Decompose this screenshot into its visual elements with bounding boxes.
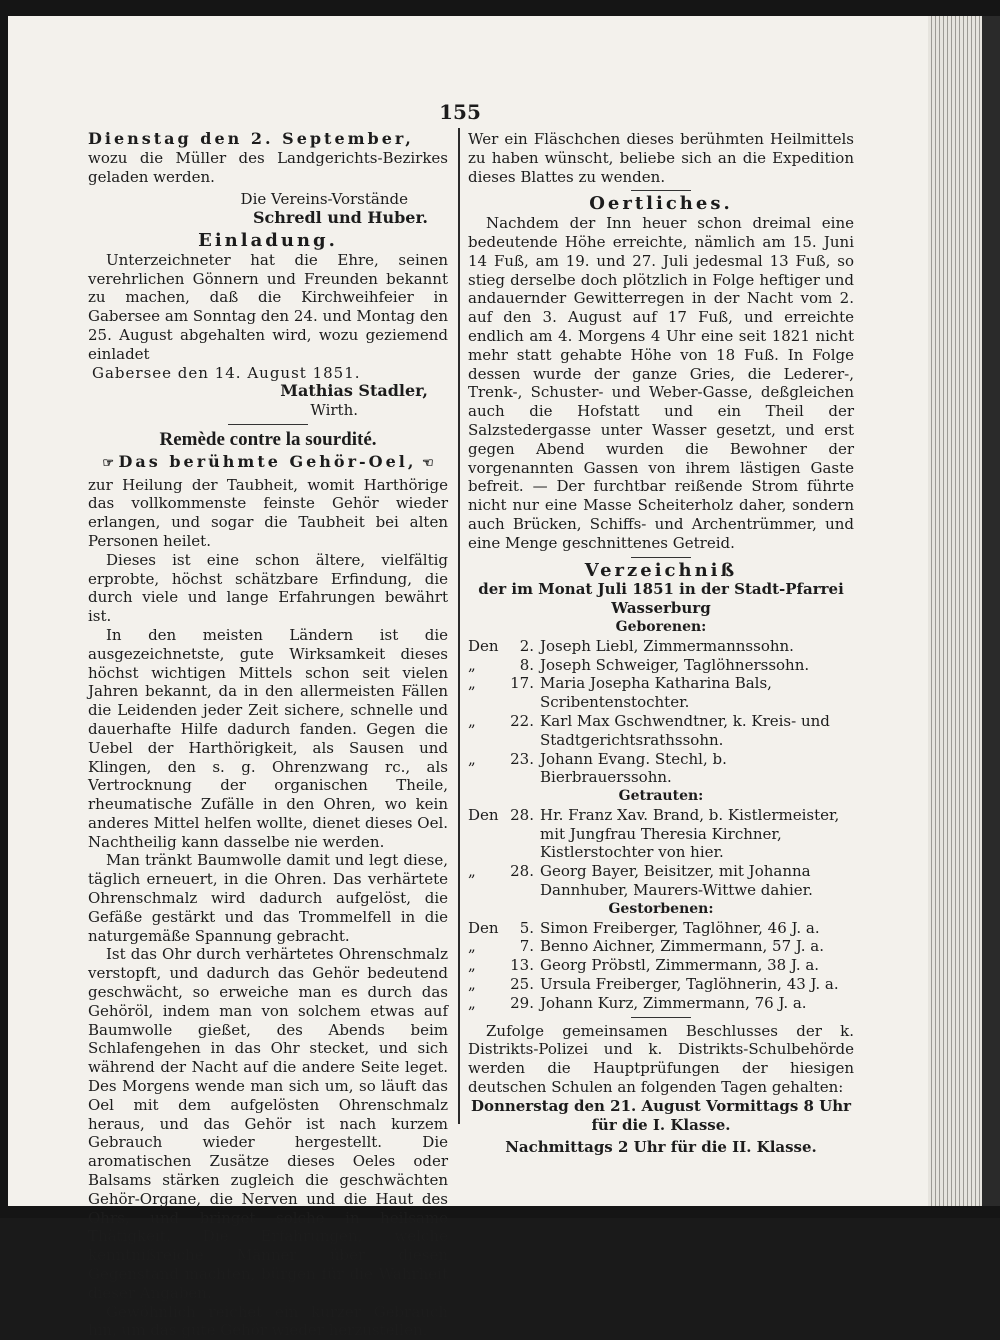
list-item: „ 17. Maria Josepha Katharina Bals, Scribentenstochter. [468,674,772,712]
invitation-body: Unterzeichneter hat die Ehre, seinen verehrlichen Gönnern und Freunden bekannt zu machen, daß die Kirchweihfeier in Gabersee am Sonntag den 24. und Montag den 25. August abgehalten wird, wozu geziemend einladet [88,250,448,363]
section-rule [228,424,308,425]
remedy-continuation: Wer ein Fläschchen dieses berühmten Heilmittels zu haben wünscht, beliebe sich an die Expedition dieses Blattes zu wenden. [468,130,854,186]
remedy-heading-text: Das berühmte Gehör-Oel, [118,451,417,471]
invitation-signer-role: Wirth. [310,401,358,420]
page-edges [928,16,982,1206]
remedy-french-title: Remède contre la sourdité. [159,428,377,450]
section-rule [631,557,691,558]
exams-body: Zufolge gemeinsamen Beschlusses der k. Distrikts-Polizei und k. Distrikts-Schulbehörde werden die Hauptprüfungen der hiesigen deutschen Schulen an folgenden Tagen gehalten: [468,1021,854,1097]
list-item: Den 2. Joseph Liebl, Zimmermannssohn. [468,636,794,655]
register-subheading: der im Monat Juli 1851 in der Stadt-Pfarrei [478,580,844,599]
list-item: Den 5. Simon Freiberger, Taglöhner, 46 J. a. [468,918,820,937]
remedy-paragraph-2: In den meisten Ländern ist die ausgezeichnetste, gute Wirksamkeit dieses höchst wichtigen Mittels schon seit vielen Jahren bekannt, da in den allermeisten Fällen die Leidenden jeder Zeit sichere, schnelle und dauerhafte Hilfe dadurch fanden. Gegen die Uebel der Harthörigkeit, als Sausen und Klingen, den s. g. Ohrenzwang rc., als Vertrocknung der organischen Theile, rheumatische Zufälle in den Ohren, wo kein anderes Mittel helfen wollte, dienet dieses Oel. Nachtheilig kann dasselbe nie werden. [88,625,449,851]
remedy-paragraph-1: Dieses ist eine schon ältere, vielfältig erprobte, höchst schätzbare Erfindung, die durch viele und lange Erfahrungen bewährt ist. [88,550,448,626]
pointing-hand-icon: ☜ [422,455,434,471]
list-item: „ 22. Karl Max Gschwendtner, k. Kreis- und Stadtgerichtsrathssohn. [468,711,830,749]
list-item: „ 8. Joseph Schweiger, Taglöhnerssohn. [468,655,810,674]
pointing-hand-icon: ☞ [102,455,119,471]
register-place: Wasserburg [611,599,711,618]
column-divider [458,128,460,1124]
remedy-intro: zur Heilung der Taubheit, womit Harthörige das vollkommenste feinste Gehör wieder erlangen, und sogar die Taubheit bei alten Personen heilet. [88,475,448,550]
remedy-paragraph-4: Ist das Ohr durch verhärtetes Ohrenschmalz verstopft, und dadurch das Gehör bedeutend geschwächt, so erweiche man es durch das Gehöröl, indem man von solchem etwas auf Baumwolle gießet, des Abends beim Schlafengehen in das Ohr stecket, und sich während der Nacht auf die andere Seite leget. Des Morgens wende man sich um, so läuft das Oel mit dem aufgelösten Ohrenschmalz heraus, und das Gehör ist nach kurzem Gebrauch wieder hergestellt. Die aromatischen Zusätze dieses Oeles oder Balsams stärken zugleich die geschwächten Gehör-Organe, die Nerven und die Haut des Ohrs, und bringet solche in heilsame Thätigkeit. Die Erfahrungen, welche kenntnißreiche Männer über diesen Gegenstand machten, bürgen für die Wahrheit dieser Angaben. [88,945,448,1302]
remedy-heading [88,453,448,474]
local-news-heading: Oertliches. [589,193,733,215]
born-title: Geborenen: [615,618,707,635]
binding-shadow [982,16,1000,1206]
born-list [468,637,854,787]
invitation-heading: Einladung. [198,229,338,251]
notice-signature-line1: Die Vereins-Vorstände [240,190,408,209]
list-item: „ 25. Ursula Freiberger, Taglöhnerin, 43 J. a. [468,975,839,994]
exams-line-2: für die I. Klasse. [591,1115,731,1134]
section-rule [631,190,691,191]
married-title: Getrauten: [618,788,704,805]
list-item: „ 28. Georg Bayer, Beisitzer, mit Johanna Dannhuber, Maurers-Wittwe dahier. [468,862,813,900]
section-rule [631,1017,691,1018]
exams-line-1: Donnerstag den 21. August Vormittags 8 Uhr [470,1096,852,1115]
list-item: „ 29. Johann Kurz, Zimmermann, 76 J. a. [468,993,807,1012]
list-item: Den 28. Hr. Franz Xav. Brand, b. Kistlermeister, mit Jungfrau Theresia Kirchner, Kistlerstochter von hier. [468,805,840,862]
list-item: „ 7. Benno Aichner, Zimmermann, 57 J. a. [468,937,824,956]
list-item: „ 23. Johann Evang. Stechl, b. Bierbrauerssohn. [468,749,727,787]
local-news-body: Nachdem der Inn heuer schon dreimal eine bedeutende Höhe erreichte, nämlich am 15. Juni 14 Fuß, am 19. und 27. Juli jedesmal 13 Fuß, so stieg derselbe doch plötzlich in Folge heftiger und andauernder Gewitterregen in der Nacht vom 2. auf den 3. August auf 17 Fuß, und erreichte endlich am 4. Morgens 4 Uhr eine seit 1821 nicht mehr statt gehabte Höhe von 18 Fuß. In Folge dessen wurde der ganze Gries, die Lederer-, Trenk-, Schuster- und Weber-Gasse, deßgleichen auch die Hofstatt und ein Theil der Salzstedergasse unter Wasser gesetzt, und erst gegen Abend wurden die Bewohner der vorgenannten Gassen von ihrem lästigen Gaste befreit. — Der furchtbar reißende Strom führte nicht nur eine Masse Scheiterholz daher, sondern auch Brücken, Schiffs- und Archentrümmer, und eine Menge geschnittenes Getreid. [468,214,854,552]
died-list [468,919,854,1013]
register-heading: Verzeichniß [584,559,738,581]
list-item: „ 13. Georg Pröbstl, Zimmermann, 38 J. a. [468,956,820,975]
left-column [88,130,448,1340]
remedy-paragraph-5: Gewöhnlich reichet ein kurzer Gebrauch hin, um das gute Gehör wieder herzustellen. [88,1302,448,1340]
exams-line-3: Nachmittags 2 Uhr für die II. Klasse. [505,1138,817,1157]
married-list [468,806,854,900]
invitation-signer: Mathias Stadler, [280,381,428,401]
notice-date-line: Dienstag den 2. September, [88,129,414,148]
notice-signature-line2: Schredl und Huber. [252,208,428,228]
remedy-paragraph-3: Man tränkt Baumwolle damit und legt diese, täglich erneuert, in die Ohren. Das verhärtete Ohrenschmalz wird dadurch aufgelöst, die Gefäße gestärkt und das Trommelfell in die naturgemäße Spannung gebracht. [88,851,448,945]
died-title: Gestorbenen: [608,900,714,917]
notice-body: wozu die Müller des Landgerichts-Bezirkes geladen werden. [88,148,448,186]
page-number: 155 [439,100,481,124]
invitation-place-date: Gabersee den 14. August 1851. [92,363,361,382]
right-column [468,130,854,1157]
